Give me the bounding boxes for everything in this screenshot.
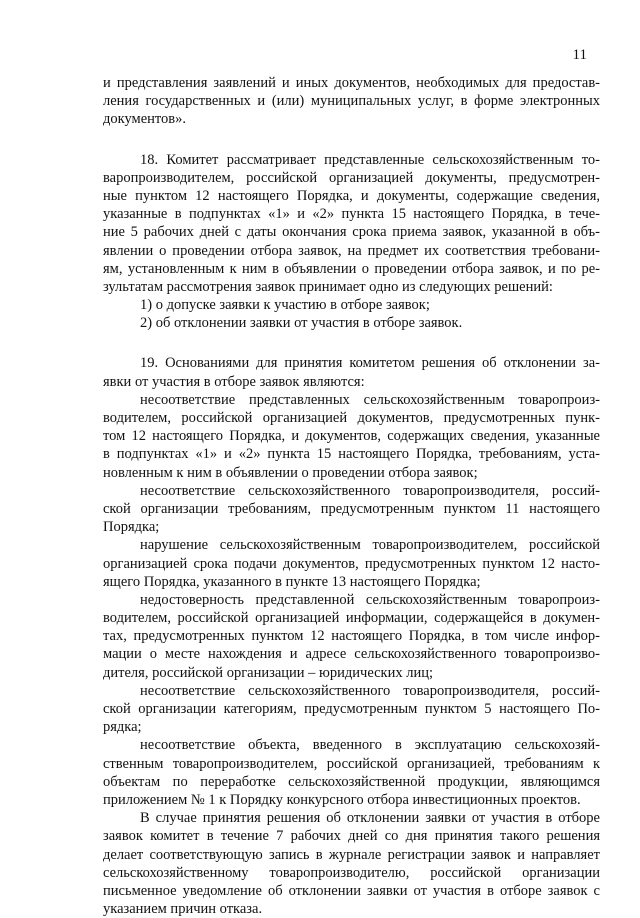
text-line: В случае принятия решения об отклонении заявки от участия в отборе bbox=[140, 810, 600, 827]
text-line: организацией срока подачи документов, предусмотренных пунктом 12 насто- bbox=[103, 555, 600, 572]
text-line: несоответствие сельскохозяйственного товаропроизводителя, россий- bbox=[140, 682, 600, 699]
text-line: объектам по переработке сельскохозяйственной продукции, являющимся bbox=[103, 773, 600, 790]
text-line: ям, установленным к ним в объявлении о проведении отбора заявок, и по ре- bbox=[103, 260, 600, 277]
text-line: и представления заявлений и иных документов, необходимых для предостав- bbox=[103, 75, 600, 91]
text-line: Порядка; bbox=[103, 519, 160, 536]
page-number: 11 bbox=[572, 47, 587, 63]
text-line: недостоверность представленной сельскохозяйственным товаропроиз- bbox=[140, 591, 600, 608]
text-line: 18. Комитет рассматривает представленные сельскохозяйственным то- bbox=[140, 151, 600, 168]
text-line: ные пунктом 12 настоящего Порядка, и документы, содержащие сведения, bbox=[103, 187, 600, 204]
text-line: несоответствие сельскохозяйственного товаропроизводителя, россий- bbox=[140, 482, 600, 499]
text-line: приложением № 1 к Порядку конкурсного отбора инвестиционных проектов. bbox=[103, 791, 581, 808]
text-line: ящего Порядка, указанного в пункте 13 настоящего Порядка; bbox=[103, 573, 481, 590]
text-line: тах, предусмотренных пунктом 12 настоящего Порядка, в том числе инфор- bbox=[103, 628, 600, 645]
text-line: ственным товаропроизводителем, российской организацией, требованиям к bbox=[103, 755, 600, 772]
text-line: явлении о проведении отбора заявок, на предмет их соответствия требовани- bbox=[103, 242, 600, 259]
text-line: несоответствие объекта, введенного в эксплуатацию сельскохозяй- bbox=[140, 737, 600, 754]
document-body bbox=[103, 74, 600, 918]
text-line: водителем, российской организацией документов, предусмотренных пунк- bbox=[103, 410, 600, 426]
text-line: сельскохозяйственному товаропроизводителю, российской организации bbox=[103, 864, 600, 881]
text-line: том 12 настоящего Порядка, и документов, содержащих сведения, указанные bbox=[103, 428, 600, 445]
text-line: ской организации категориям, предусмотренным пунктом 5 настоящего По- bbox=[103, 701, 600, 717]
text-line: заявок комитет в течение 7 рабочих дней со дня принятия такого решения bbox=[103, 828, 600, 845]
text-line: нарушение сельскохозяйственным товаропроизводителем, российской bbox=[140, 537, 600, 554]
text-line: ления государственных и (или) муниципальных услуг, в форме электронных bbox=[103, 93, 600, 110]
text-line: документов». bbox=[103, 111, 187, 128]
text-line: 2) об отклонении заявки от участия в отборе заявок. bbox=[140, 315, 463, 332]
text-line: мации о месте нахождения и адресе сельскохозяйственного товаропроизво- bbox=[103, 646, 600, 663]
text-line: варопроизводителем, российской организацией документы, предусмотрен- bbox=[103, 169, 600, 186]
text-line: ской организации требованиям, предусмотренным пунктом 11 настоящего bbox=[103, 500, 600, 517]
text-line: дителя, российской организации – юридических лиц; bbox=[103, 664, 434, 681]
text-line: указанием причин отказа. bbox=[103, 901, 263, 918]
text-line: 19. Основаниями для принятия комитетом решения об отклонении за- bbox=[140, 355, 600, 372]
text-line: ние 5 рабочих дней с даты окончания срока приема заявок, указанной в объ- bbox=[103, 224, 600, 241]
paragraph-gap bbox=[103, 332, 600, 354]
text-line: водителем, российской организацией информации, содержащейся в докумен- bbox=[103, 610, 600, 627]
text-line: новленным к ним в объявлении о проведении отбора заявок; bbox=[103, 464, 478, 481]
text-line: письменное уведомление об отклонении заявки от участия в отборе заявок с bbox=[103, 882, 600, 899]
text-line: рядка; bbox=[103, 719, 142, 736]
text-line: явки от участия в отборе заявок являются: bbox=[103, 373, 365, 390]
paragraph-gap bbox=[103, 129, 600, 151]
text-line: делает соответствующую запись в журнале регистрации заявок и направляет bbox=[103, 846, 600, 863]
text-line: зультатам рассмотрения заявок принимает одно из следующих решений: bbox=[103, 278, 553, 295]
text-line: в подпунктах «1» и «2» пункта 15 настоящего Порядка, требованиям, уста- bbox=[103, 446, 600, 463]
text-line: указанные в подпунктах «1» и «2» пункта 15 настоящего Порядка, в тече- bbox=[103, 206, 600, 223]
text-line: несоответствие представленных сельскохозяйственным товаропроиз- bbox=[140, 391, 600, 408]
text-line: 1) о допуске заявки к участию в отборе заявок; bbox=[140, 297, 430, 314]
